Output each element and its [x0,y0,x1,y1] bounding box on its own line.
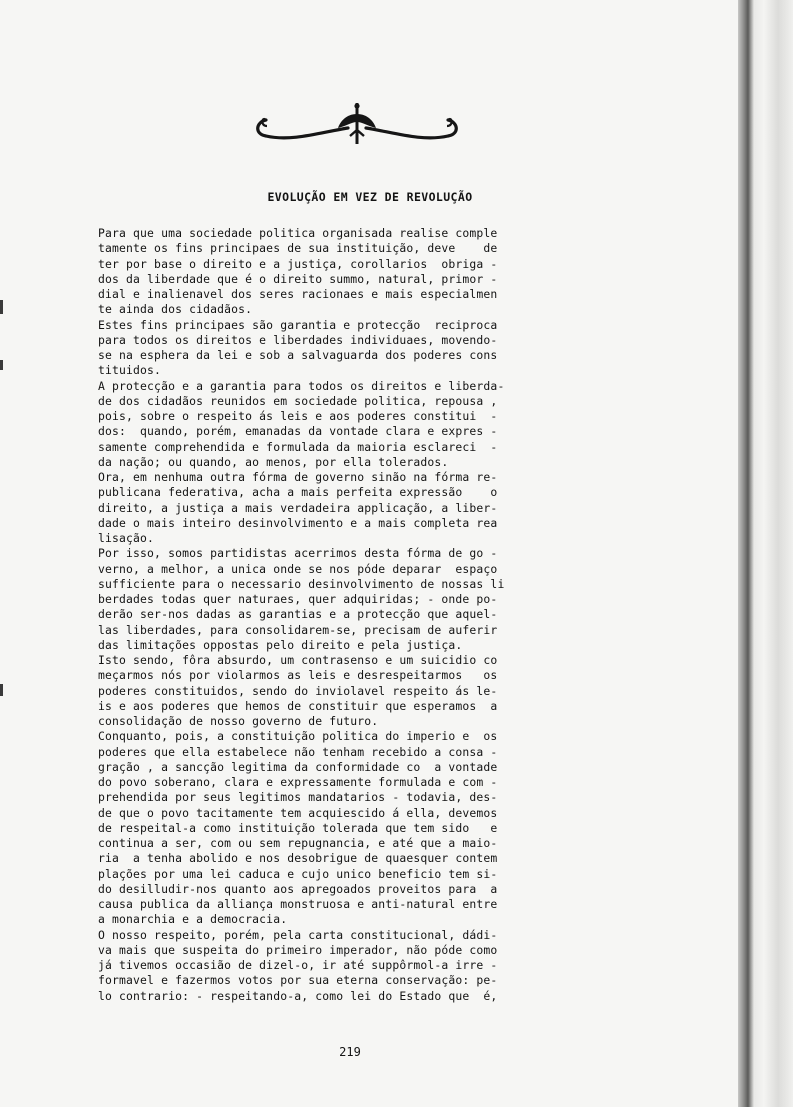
text-line: sufficiente para o necessario desinvolvimento de nossas li [98,576,505,591]
text-line: de que o povo tacitamente tem acquiescido á ella, devemos [98,805,498,820]
text-line: Estes fins principaes são garantia e protecção reciproca [98,317,498,332]
text-line: do desilludir-nos quanto aos apregoados proveitos para a [98,881,498,896]
text-line: meçarmos nós por violarmos as leis e desrespeitarmos os [98,668,498,683]
text-line: dos: quando, porém, emanadas da vontade clara e expres - [98,424,498,439]
text-line: formavel e fazermos votos por sua eterna conservação: pe- [98,973,498,988]
body-text [98,226,598,1004]
book-binding-edge [738,0,793,1107]
text-line: a monarchia e a democracia. [98,912,288,927]
text-line: Ora, em nenhuma outra fórma de governo sinão na fórma re- [98,470,498,484]
text-line: das limitações oppostas pelo direito e pela justiça. [98,637,463,652]
text-line: direito, a justiça a mais verdadeira applicação, a liber- [98,500,498,515]
chapter-heading: EVOLUÇÃO EM VEZ DE REVOLUÇÃO [267,190,473,204]
text-line: O nosso respeito, porém, pela carta constitucional, dádi- [98,927,498,942]
text-line: verno, a melhor, a unica onde se nos póde deparar espaço [98,561,498,576]
text-line: para todos os direitos e liberdades individuaes, movendo- [98,332,498,347]
text-line: poderes constituidos, sendo do inviolavel respeito ás le- [98,683,498,698]
text-line: las liberdades, para consolidarem-se, precisam de auferir [98,622,498,637]
text-line: poderes que ella estabelece não tenham recebido a consa - [98,744,498,759]
text-line: Por isso, somos partidistas acerrimos desta fórma de go - [98,546,498,561]
text-line: se na esphera da lei e sob a salvaguarda dos poderes cons [98,348,498,362]
page-number: 219 [339,1045,361,1059]
text-line: publicana federativa, acha a mais perfeita expressão o [98,485,498,500]
text-line: te ainda dos cidadãos. [98,302,253,317]
text-line: va mais que suspeita do primeiro imperador, não póde como [98,942,498,957]
text-line: gração , a sancção legitima da conformidade co a vontade [98,759,498,774]
left-margin-mark [0,684,3,696]
text-line: do povo soberano, clara e expressamente formulada e com - [98,775,498,789]
text-line: ter por base o direito e a justiça, corollarios obriga - [98,256,498,271]
text-line: da nação; ou quando, ao menos, por ella tolerados. [98,454,449,469]
left-margin-mark [0,360,3,370]
text-line: de respeital-a como instituição tolerada que tem sido e [98,820,498,835]
text-line: berdades todas quer naturaes, quer adquiridas; - onde po- [98,592,498,606]
text-line: de dos cidadãos reunidos em sociedade politica, repousa , [98,393,498,408]
text-line: samente comprehendida e formulada da maioria esclareci - [98,439,498,454]
text-line: continua a ser, com ou sem repugnancia, e até que a maio- [98,836,498,850]
text-line: prehendida por seus legitimos mandatarios - todavia, des- [98,790,498,805]
text-line: consolidação de nosso governo de futuro. [98,714,379,728]
text-line: Conquanto, pois, a constituição politica do imperio e os [98,729,498,744]
text-line: tamente os fins principaes de sua instituição, deve de [98,241,498,256]
text-line: lo contrario: - respeitando-a, como lei do Estado que é, [98,988,498,1003]
text-line: pois, sobre o respeito ás leis e aos poderes constitui - [98,409,498,423]
text-line: lisação. [98,531,155,545]
text-line: Para que uma sociedade politica organisada realise comple [98,226,498,240]
text-line: derão ser-nos dadas as garantias e a protecção que aquel- [98,607,498,622]
text-line: tituidos. [98,363,162,378]
text-line: dade o mais inteiro desinvolvimento e a mais completa rea [98,515,498,530]
text-line: dos da liberdade que é o direito summo, natural, primor - [98,271,498,286]
text-line: plações por uma lei caduca e cujo unico beneficio tem si- [98,866,498,881]
vine-flourish-ornament-icon [252,100,462,148]
left-margin-mark [0,300,3,314]
text-line: A protecção e a garantia para todos os direitos e liberda- [98,378,505,393]
text-line: is e aos poderes que hemos de constituir que esperamos a [98,698,498,713]
text-line: dial e inalienavel dos seres racionaes e mais especialmen [98,287,498,301]
text-line: causa publica da alliança monstruosa e anti-natural entre [98,897,498,911]
text-line: já tivemos occasião de dizel-o, ir até suppôrmol-a irre - [98,958,498,972]
text-line: Isto sendo, fôra absurdo, um contrasenso e um suicidio co [98,653,498,667]
text-line: ria a tenha abolido e nos desobrigue de quaesquer contem [98,851,498,866]
